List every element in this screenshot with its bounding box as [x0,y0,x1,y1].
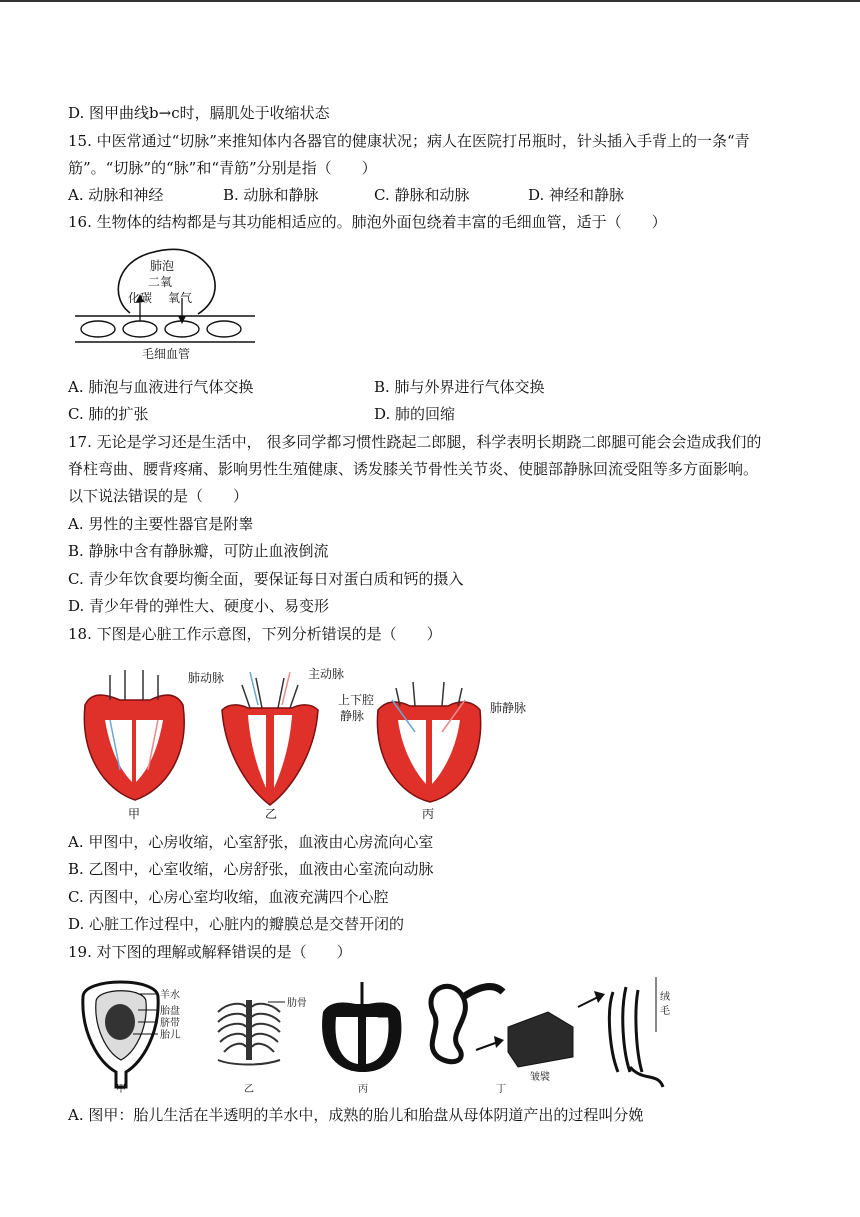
q16-option-a: A. 肺泡与血液进行气体交换 [68,378,254,396]
q17-option-b: B. 静脉中含有静脉瓣，可防止血液倒流 [68,542,329,560]
q17-stem-line2: 脊柱弯曲、腰背疼痛、影响男性生殖健康、诱发膝关节骨性关节炎、使腿部静脉回流受阻等多方面影响。 [68,460,759,478]
fig-yi-ribcage [218,996,307,1095]
label-placenta: 胎盘 [160,1006,180,1017]
label-fetus: 胎儿 [160,1030,180,1041]
label-pulmonary-artery: 肺动脉 [188,671,225,685]
label-oxygen: 氧气 [168,291,193,305]
q16-stem: 16. 生物体的结构都是与其功能相适应的。肺泡外面包绕着丰富的毛细血管，适于（ ） [68,213,667,231]
label-alveolus: 肺泡 [150,259,175,273]
q15-option-c: C. 静脉和动脉 [374,186,470,204]
label-capillary: 毛细血管 [142,347,191,361]
label-umbilical: 脐带 [160,1018,180,1029]
q18-option-d: D. 心脏工作过程中，心脏内的瓣膜总是交替开闭的 [68,915,405,933]
q15-option-d: D. 神经和静脉 [528,186,625,204]
q18-option-a: A. 甲图中，心房收缩，心室舒张，血液由心房流向心室 [68,833,434,851]
fig-ding-intestine [431,977,670,1095]
q19-option-a: A. 图甲：胎儿生活在半透明的羊水中，成熟的胎儿和胎盘从母体阴道产出的过程叫分娩 [68,1106,644,1124]
label-ding: 丁 [496,1084,506,1095]
label-amniotic: 羊水 [160,990,180,1001]
label-yi: 乙 [265,807,278,821]
heart-jia [84,670,184,821]
label-villi-1: 绒 [660,992,670,1003]
alveolus-capillary-figure [70,238,260,363]
q18-stem: 18. 下图是心脏工作示意图，下列分析错误的是（ ） [68,625,442,643]
q17-stem-line1: 17. 无论是学习还是生活中， 很多同学都习惯性跷起二郎腿，科学表明长期跷二郎腿可能会会造成我们的 [68,433,762,451]
q14-option-d: D. 图甲曲线b→c时，膈肌处于收缩状态 [68,104,330,122]
heart-yi [188,666,344,821]
top-border [0,0,860,2]
q17-option-a: A. 男性的主要性器官是附睾 [68,515,254,533]
label-rib: 肋骨 [287,998,307,1009]
fig-bing-lungs [322,982,401,1095]
heart-bing [338,682,526,821]
q19-stem: 19. 对下图的理解或解释错误的是（ ） [68,943,352,961]
label-pulmonary-vein: 肺静脉 [490,701,527,715]
label-aorta: 主动脉 [308,667,345,681]
q17-stem-line3: 以下说法错误的是（ ） [68,487,249,505]
label-vena-cava-2: 静脉 [340,709,365,723]
label-jia: 甲 [116,1084,126,1095]
label-bing: 丙 [358,1084,368,1095]
label-villi-2: 毛 [660,1006,670,1017]
q17-option-d: D. 青少年骨的弹性大、硬度小、易变形 [68,597,330,615]
heart-work-figure [70,660,550,820]
q15-stem-line2: 筋”。“切脉”的“脉”和“青筋”分别是指（ ） [68,159,377,177]
fig-jia-uterus [83,982,180,1095]
label-co2-line2: 化碳 [128,291,153,305]
label-lung: 肺 [380,1006,390,1017]
q19-figure [78,972,678,1097]
label-fold: 皱襞 [530,1072,550,1083]
q18-option-b: B. 乙图中，心室收缩，心房舒张，血液由心室流向动脉 [68,860,434,878]
q16-option-b: B. 肺与外界进行气体交换 [374,378,545,396]
q15-option-b: B. 动脉和静脉 [223,186,319,204]
q18-option-c: C. 丙图中，心房心室均收缩，血液充满四个心腔 [68,888,389,906]
q15-stem-line1: 15. 中医常通过“切脉”来推知体内各器官的健康状况；病人在医院打吊瓶时，针头插入手背上的一条“青 [68,132,750,150]
q17-option-c: C. 青少年饮食要均衡全面，要保证每日对蛋白质和钙的摄入 [68,570,464,588]
label-bing: 丙 [422,807,435,821]
label-co2-line1: 二氧 [148,275,173,289]
q15-option-a: A. 动脉和神经 [68,186,164,204]
q16-option-d: D. 肺的回缩 [374,405,456,423]
label-vena-cava-1: 上下腔 [338,693,375,707]
label-yi: 乙 [244,1084,254,1095]
label-jia: 甲 [128,807,141,821]
q16-option-c: C. 肺的扩张 [68,405,149,423]
